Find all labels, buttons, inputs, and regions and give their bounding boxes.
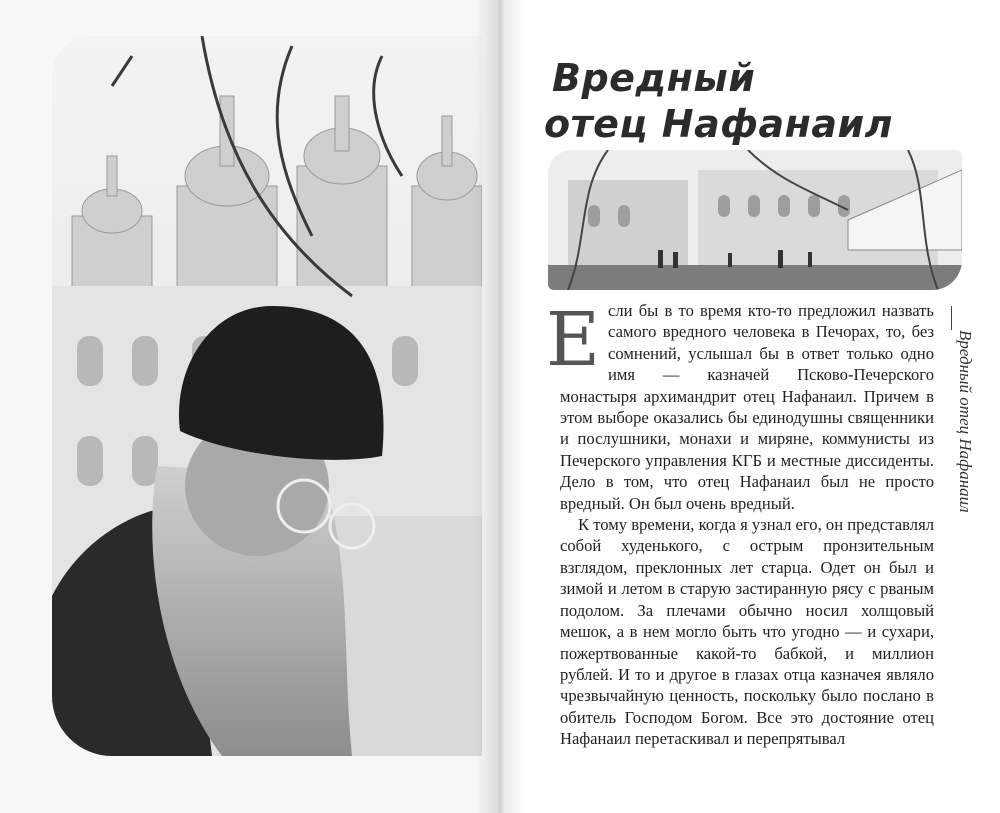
running-head-text: Вредный отец Нафанаил [956, 330, 975, 513]
paragraph-1-text: сли бы в то время кто-то предложил назвать самого вредного человека в Печорах, то, без сомнений, услышал бы в ответ только одно имя — казначей Псково-Печерского монастыря архимандрит отец Нафанаил. Причем в этом выборе оказались бы единодушны священники и послушники, монахи и миряне, коммунисты из Печерского управления КГБ и местные диссиденты. Дело в том, что отец Нафанаил был не просто вредный. Он был очень вредный. [560, 301, 934, 513]
running-head [935, 300, 975, 700]
paragraph-2: К тому времени, когда я узнал его, он представлял собой худенького, с острым пронзительным взглядом, преклонных лет старца. Одет он был и зимой и летом в старую застиранную рясу с рваным подолом. За плечами обычно носил холщовый мешок, а в нем могло быть что угодно — и сухари, пожертвованные какой-то бабкой, и миллион рублей. И то и другое в глазах отца казначея являло чрезвычайную ценность, поскольку было послано в обитель Господом Богом. Все это достояние отец Нафанаил перетаскивал и перепрятывал [560, 515, 934, 749]
drop-cap: Е [546, 297, 601, 383]
paragraph-1 [546, 297, 934, 514]
monastery-courtyard-photo [548, 150, 962, 290]
chapter-title-line2: отец Нафанаил [544, 102, 893, 146]
chapter-body-text [546, 297, 934, 750]
monk-portrait-illustration [52, 36, 482, 756]
monastery-courtyard-illustration [548, 150, 962, 290]
chapter-title-line1: Вредный [552, 56, 756, 100]
book-gutter [474, 0, 526, 813]
running-head-rule [951, 306, 952, 330]
chapter-title [544, 55, 904, 147]
monk-portrait-photo [52, 36, 482, 756]
